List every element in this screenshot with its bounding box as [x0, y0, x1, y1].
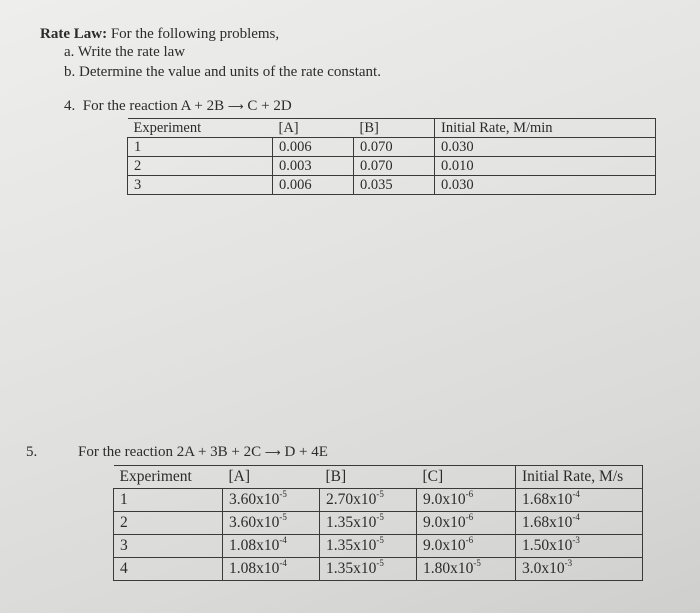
table-cell: 4 — [114, 558, 223, 581]
value-exponent: -6 — [465, 534, 474, 545]
table-cell — [320, 535, 417, 558]
value-exponent: -5 — [376, 511, 384, 522]
table-cell — [516, 558, 643, 581]
table-cell: 2 — [114, 512, 223, 535]
table-cell — [417, 535, 516, 558]
problem-4-statement — [64, 98, 292, 115]
value-mantissa: 9.0x10 — [423, 537, 466, 554]
problem-5-reactants: For the reaction 2A + 3B + 2C — [78, 444, 262, 460]
problem-5-products: D + 4E — [284, 444, 328, 460]
table-cell — [516, 535, 643, 558]
table-header-row — [114, 466, 643, 489]
problem-4-reactants: For the reaction A + 2B — [82, 98, 225, 114]
table-cell: 0.010 — [435, 157, 656, 176]
value-exponent: -5 — [376, 557, 384, 568]
table-cell — [417, 512, 516, 535]
value-mantissa: 3.0x10 — [522, 560, 565, 577]
value-mantissa: 1.35x10 — [326, 514, 377, 531]
table-header-row — [128, 119, 656, 138]
table-row — [114, 489, 643, 512]
problem-4-table — [127, 118, 656, 195]
column-header: [A] — [273, 119, 354, 138]
table-cell: 1 — [128, 138, 273, 157]
column-header: Initial Rate, M/s — [516, 466, 643, 489]
column-header: Initial Rate, M/min — [435, 119, 656, 138]
problem-4-products: C + 2D — [247, 98, 292, 114]
value-exponent: -3 — [564, 557, 573, 568]
reaction-arrow-icon: ⟶ — [264, 446, 281, 459]
value-exponent: -5 — [376, 534, 384, 545]
value-exponent: -4 — [279, 557, 287, 568]
column-header: [B] — [320, 466, 417, 489]
column-header: [B] — [354, 119, 435, 138]
problem-5-number: 5. — [26, 444, 38, 460]
table-cell — [516, 512, 643, 535]
table-cell: 3 — [128, 176, 273, 195]
value-exponent: -4 — [572, 511, 580, 522]
table-cell — [320, 489, 417, 512]
value-mantissa: 1.68x10 — [522, 514, 573, 531]
value-mantissa: 3.60x10 — [229, 514, 280, 531]
value-mantissa: 1.35x10 — [326, 560, 377, 577]
rate-law-heading — [40, 26, 279, 43]
value-exponent: -4 — [572, 488, 580, 499]
table-cell: 3 — [114, 535, 223, 558]
value-mantissa: 9.0x10 — [423, 514, 466, 531]
instruction-item-b: b. Determine the value and units of the rate constant. — [64, 64, 381, 80]
table-cell — [320, 512, 417, 535]
value-exponent: -5 — [279, 511, 287, 522]
reaction-arrow-icon: ⟶ — [227, 100, 244, 113]
table-row — [114, 535, 643, 558]
value-exponent: -6 — [465, 488, 474, 499]
table-cell — [223, 512, 320, 535]
value-exponent: -3 — [572, 534, 580, 545]
table-row — [114, 512, 643, 535]
rate-law-label: Rate Law: — [40, 26, 108, 42]
table-cell: 2 — [128, 157, 273, 176]
value-mantissa: 9.0x10 — [423, 491, 466, 508]
instruction-item-a: a. Write the rate law — [64, 44, 186, 60]
value-exponent: -5 — [473, 557, 481, 568]
value-mantissa: 2.70x10 — [326, 491, 377, 508]
table-cell — [320, 558, 417, 581]
value-mantissa: 1.80x10 — [423, 560, 474, 577]
table-cell: 1 — [114, 489, 223, 512]
column-header: Experiment — [114, 466, 223, 489]
table-row — [128, 176, 656, 195]
problem-5-statement — [78, 444, 328, 461]
column-header: Experiment — [128, 119, 273, 138]
table-cell: 0.070 — [354, 157, 435, 176]
problem-5-table — [113, 465, 643, 581]
table-cell — [223, 535, 320, 558]
table-cell — [223, 558, 320, 581]
column-header: [A] — [223, 466, 320, 489]
value-exponent: -4 — [279, 534, 287, 545]
value-exponent: -5 — [279, 488, 287, 499]
table-row — [114, 558, 643, 581]
table-cell: 0.030 — [435, 176, 656, 195]
rate-law-instruction: For the following problems, — [107, 26, 280, 42]
value-mantissa: 1.08x10 — [229, 537, 280, 554]
value-exponent: -6 — [465, 511, 474, 522]
table-cell — [417, 489, 516, 512]
table-cell: 0.070 — [354, 138, 435, 157]
value-mantissa: 1.08x10 — [229, 560, 280, 577]
table-cell — [516, 489, 643, 512]
value-mantissa: 1.68x10 — [522, 491, 573, 508]
table-cell: 0.003 — [273, 157, 354, 176]
table-row — [128, 157, 656, 176]
column-header: [C] — [417, 466, 516, 489]
value-mantissa: 1.35x10 — [326, 537, 377, 554]
value-mantissa: 1.50x10 — [522, 537, 573, 554]
table-cell: 0.030 — [435, 138, 656, 157]
table-cell: 0.035 — [354, 176, 435, 195]
table-row — [128, 138, 656, 157]
value-exponent: -5 — [376, 488, 384, 499]
table-cell — [223, 489, 320, 512]
problem-4-number: 4. — [64, 98, 76, 114]
value-mantissa: 3.60x10 — [229, 491, 280, 508]
table-cell: 0.006 — [273, 138, 354, 157]
table-cell — [417, 558, 516, 581]
table-cell: 0.006 — [273, 176, 354, 195]
